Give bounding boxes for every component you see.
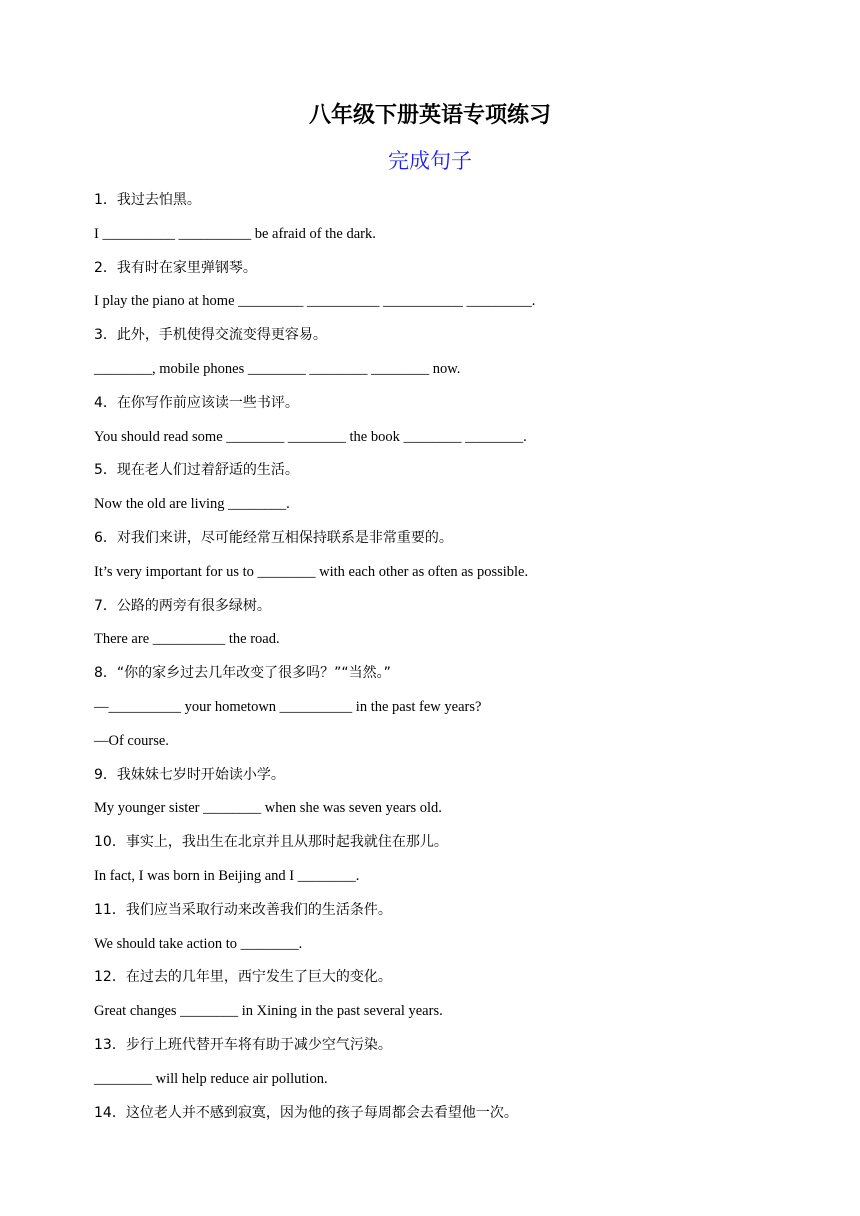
answer-sentence: —__________ your hometown __________ in the past few years? [94, 698, 482, 715]
exercise-list [94, 186, 794, 1132]
question-prompt: 6．对我们来讲，尽可能经常互相保持联系是非常重要的。 [94, 529, 453, 546]
question-prompt: 10．事实上，我出生在北京并且从那时起我就住在那儿。 [94, 834, 448, 851]
answer-sentence: I __________ __________ be afraid of the dark. [94, 225, 376, 242]
answer-sentence: In fact, I was born in Beijing and I ________. [94, 867, 360, 884]
question-prompt: 14．这位老人并不感到寂寞，因为他的孩子每周都会去看望他一次。 [94, 1104, 518, 1121]
document-title: 八年级下册英语专项练习 [308, 103, 551, 128]
question-prompt: 3．此外，手机使得交流变得更容易。 [94, 327, 327, 344]
answer-sentence: Great changes ________ in Xining in the past several years. [94, 1003, 443, 1020]
answer-sentence: It’s very important for us to ________ with each other as often as possible. [94, 563, 529, 580]
answer-sentence: I play the piano at home _________ __________ ___________ _________. [94, 293, 536, 310]
answer-sentence: My younger sister ________ when she was seven years old. [94, 800, 442, 817]
answer-sentence: You should read some ________ ________ the book ________ ________. [94, 428, 527, 445]
question-prompt: 5．现在老人们过着舒适的生活。 [94, 462, 299, 479]
question-prompt: 12．在过去的几年里，西宁发生了巨大的变化。 [94, 969, 392, 986]
answer-sentence: ________ will help reduce air pollution. [94, 1070, 328, 1087]
answer-sentence: ________, mobile phones ________ ________ ________ now. [94, 360, 461, 377]
answer-sentence: —Of course. [94, 732, 169, 749]
question-prompt: 8．“你的家乡过去几年改变了很多吗？”“当然。” [94, 665, 391, 682]
answer-sentence: There are __________ the road. [94, 631, 280, 648]
question-prompt: 9．我妹妹七岁时开始读小学。 [94, 766, 285, 783]
question-prompt: 2．我有时在家里弹钢琴。 [94, 259, 257, 276]
question-prompt: 1．我过去怕黑。 [94, 192, 201, 208]
question-prompt: 13．步行上班代替开车将有助于减少空气污染。 [94, 1036, 392, 1053]
question-prompt: 7．公路的两旁有很多绿树。 [94, 597, 271, 614]
question-prompt: 11．我们应当采取行动来改善我们的生活条件。 [94, 901, 392, 918]
answer-sentence: We should take action to ________. [94, 935, 303, 952]
question-prompt: 4．在你写作前应该读一些书评。 [94, 394, 299, 411]
answer-sentence: Now the old are living ________. [94, 496, 290, 513]
document-subtitle: 完成句子 [388, 149, 472, 173]
